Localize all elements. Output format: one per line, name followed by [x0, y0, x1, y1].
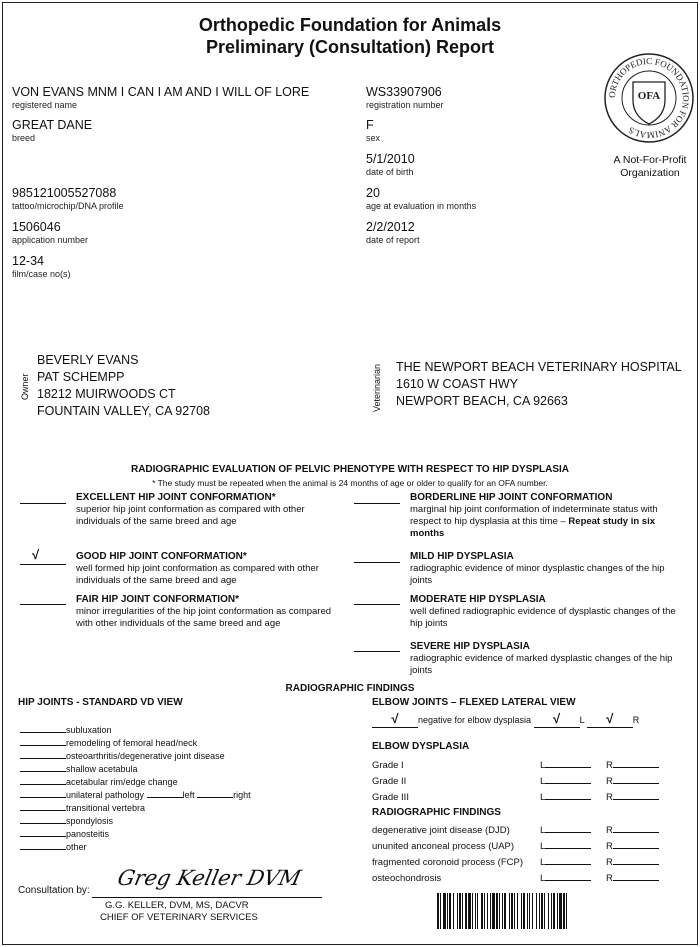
elbow-left-blank[interactable]	[534, 712, 580, 728]
borderline-desc	[410, 504, 680, 540]
elbow-negative-blank[interactable]	[372, 712, 418, 728]
hip-findings-list	[20, 724, 251, 854]
hip-item	[20, 841, 251, 854]
fair-title: FAIR HIP JOINT CONFORMATION*	[76, 594, 239, 605]
hip-item-label: acetabular rim/edge change	[66, 777, 178, 787]
hip-item-blank[interactable]	[20, 745, 66, 746]
film-value: 12-34	[12, 254, 44, 268]
owner-side-label: Owner	[20, 373, 30, 400]
mild-blank[interactable]	[354, 562, 400, 563]
good-check-mark: √	[32, 547, 40, 562]
hip-item-blank[interactable]	[20, 823, 66, 824]
finding-l-blank[interactable]	[545, 848, 591, 849]
findings-heading: RADIOGRAPHIC FINDINGS	[285, 683, 415, 694]
org-line2: Organization	[620, 167, 680, 179]
tattoo-label: tattoo/microchip/DNA profile	[12, 201, 124, 211]
age-label: age at evaluation in months	[366, 201, 477, 211]
grade-row	[372, 790, 672, 806]
finding-r-blank[interactable]	[613, 848, 659, 849]
elbow-findings-list	[372, 823, 672, 887]
evaluation-heading: RADIOGRAPHIC EVALUATION OF PELVIC PHENOTYPE WITH RESPECT TO HIP DYSPLASIA	[130, 464, 569, 475]
excellent-desc: superior hip joint conformation as compared with other individuals of the same breed and age	[76, 504, 305, 527]
fair-desc: minor irregularities of the hip joint conformation as compared with other individuals of the same breed and age	[76, 606, 332, 629]
severe-title: SEVERE HIP DYSPLASIA	[410, 641, 530, 652]
hip-item-label: subluxation	[66, 725, 112, 735]
hip-item	[20, 828, 251, 841]
borderline-blank[interactable]	[354, 503, 400, 504]
sex-value: F	[366, 118, 374, 132]
finding-r-blank[interactable]	[613, 832, 659, 833]
finding-l-blank[interactable]	[545, 864, 591, 865]
elbow-finding-label: degenerative joint disease (DJD)	[372, 825, 510, 836]
grade-r-label: R	[606, 760, 613, 771]
hip-item-label: unilateral pathology	[66, 790, 145, 800]
elbow-dysplasia-heading: ELBOW DYSPLASIA	[372, 741, 470, 752]
hip-item-blank[interactable]	[20, 771, 66, 772]
hip-heading: HIP JOINTS - STANDARD VD VIEW	[18, 697, 183, 708]
elbow-left-check-mark: √	[553, 711, 561, 726]
report-subtitle: Preliminary (Consultation) Report	[205, 37, 495, 57]
registered-name-value: VON EVANS MNM I CAN I AM AND I WILL OF LORE	[12, 85, 310, 99]
registered-name-label: registered name	[12, 100, 78, 110]
hip-item	[20, 802, 251, 815]
good-blank[interactable]	[20, 564, 66, 565]
age-value: 20	[366, 186, 380, 200]
elbow-negative-check-mark: √	[391, 711, 399, 726]
finding-l-label: L	[540, 873, 546, 884]
grade-l-label: L	[540, 792, 546, 803]
org-line1: A Not-For-Profit	[613, 154, 687, 166]
grade-l-label: L	[540, 760, 546, 771]
elbow-left-label: L	[579, 715, 585, 725]
hip-item-blank[interactable]	[20, 797, 66, 798]
grade-r-label: R	[606, 776, 613, 787]
consult-label: Consultation by:	[18, 885, 90, 896]
elbow-finding-row	[372, 823, 672, 839]
grade-row	[372, 758, 672, 774]
grade-label: Grade I	[372, 760, 404, 771]
finding-l-blank[interactable]	[545, 880, 591, 881]
hip-item-blank[interactable]	[20, 849, 66, 850]
hip-item-label: other	[66, 842, 87, 852]
borderline-repeat-note: Repeat study in six months	[410, 516, 656, 539]
grade-r-blank[interactable]	[613, 783, 659, 784]
severe-desc: radiographic evidence of marked dysplastic changes of the hip joints	[410, 653, 673, 676]
grade-l-label: L	[540, 776, 546, 787]
film-label: film/case no(s)	[12, 269, 71, 279]
registration-value: WS33907906	[366, 85, 442, 99]
finding-r-label: R	[606, 841, 613, 852]
finding-r-label: R	[606, 873, 613, 884]
borderline-desc-text: marginal hip joint conformation of indeterminate status with respect to hip dysplasia at this time –	[410, 504, 658, 527]
hip-item	[20, 789, 251, 802]
tattoo-value: 985121005527088	[12, 186, 117, 200]
moderate-blank[interactable]	[354, 604, 400, 605]
vet-address	[396, 359, 682, 410]
hip-item-blank[interactable]	[20, 732, 66, 733]
hip-item-label: spondylosis	[66, 816, 114, 826]
sex-label: sex	[366, 133, 381, 143]
owner-line3: 18212 MUIRWOODS CT	[37, 387, 176, 401]
grade-row	[372, 774, 672, 790]
vet-side-label: Veterinarian	[372, 363, 382, 412]
mild-title: MILD HIP DYSPLASIA	[410, 551, 514, 562]
ofa-seal-icon	[603, 52, 695, 144]
hip-item	[20, 815, 251, 828]
grade-l-blank[interactable]	[545, 799, 591, 800]
vet-line3: NEWPORT BEACH, CA 92663	[396, 394, 568, 408]
owner-address	[37, 352, 210, 420]
fair-blank[interactable]	[20, 604, 66, 605]
elbow-finding-row	[372, 839, 672, 855]
finding-l-label: L	[540, 825, 546, 836]
breed-label: breed	[12, 133, 36, 143]
grade-r-label: R	[606, 792, 613, 803]
good-desc: well formed hip joint conformation as compared with other individuals of the same breed and age	[76, 563, 319, 586]
unilateral-right-blank[interactable]	[197, 797, 233, 798]
grade-label: Grade II	[372, 776, 407, 787]
elbow-finding-row	[372, 871, 672, 887]
elbow-finding-label: ununited anconeal process (UAP)	[372, 841, 515, 852]
elbow-finding-label: osteochondrosis	[372, 873, 442, 884]
consultant-title: CHIEF OF VETERINARY SERVICES	[100, 912, 258, 923]
registration-label: registration number	[366, 100, 444, 110]
elbow-finding-row	[372, 855, 672, 871]
finding-r-blank[interactable]	[613, 864, 659, 865]
severe-blank[interactable]	[354, 651, 400, 652]
hip-item	[20, 763, 251, 776]
left-label: left	[182, 790, 195, 800]
borderline-title: BORDERLINE HIP JOINT CONFORMATION	[410, 492, 613, 503]
finding-r-blank[interactable]	[613, 880, 659, 881]
signature: Greg Keller DVM	[115, 866, 304, 890]
elbow-right-blank[interactable]	[587, 712, 633, 728]
hip-item	[20, 724, 251, 737]
hip-item-label: panosteitis	[66, 829, 110, 839]
application-label: application number	[12, 235, 89, 245]
owner-line2: PAT SCHEMPP	[37, 370, 125, 384]
moderate-desc: well defined radiographic evidence of dysplastic changes of the hip joints	[410, 606, 676, 629]
hip-item	[20, 737, 251, 750]
dob-label: date of birth	[366, 167, 414, 177]
moderate-title: MODERATE HIP DYSPLASIA	[410, 594, 546, 605]
finding-r-label: R	[606, 825, 613, 836]
elbow-negative-label: negative for elbow dysplasia	[418, 715, 532, 725]
org-note	[600, 154, 700, 180]
elbow-finding-label: fragmented coronoid process (FCP)	[372, 857, 524, 868]
breed-value: GREAT DANE	[12, 118, 93, 132]
dob-value: 5/1/2010	[366, 152, 415, 166]
seal-center-text: OFA	[637, 90, 661, 102]
hip-item-blank[interactable]	[20, 836, 66, 837]
owner-line4: FOUNTAIN VALLEY, CA 92708	[37, 404, 210, 418]
signature-line	[92, 897, 322, 898]
hip-item-label: remodeling of femoral head/neck	[66, 738, 198, 748]
vet-line2: 1610 W COAST HWY	[396, 377, 519, 391]
right-label: right	[233, 790, 251, 800]
report-date-value: 2/2/2012	[366, 220, 415, 234]
hip-item	[20, 750, 251, 763]
hip-item-blank[interactable]	[20, 810, 66, 811]
seal-ring-text: ORTHOPEDIC FOUNDATION FOR ANIMALS	[606, 55, 692, 141]
elbow-right-label: R	[632, 715, 640, 725]
evaluation-note: * The study must be repeated when the animal is 24 months of age or older to qualify for an OFA number.	[152, 478, 548, 488]
report-date-label: date of report	[366, 235, 420, 245]
elbow-findings-heading: RADIOGRAPHIC FINDINGS	[372, 807, 501, 818]
grade-l-blank[interactable]	[545, 767, 591, 768]
grade-r-blank[interactable]	[613, 799, 659, 800]
report-title: Orthopedic Foundation for Animals	[198, 15, 502, 35]
elbow-negative-row	[372, 712, 639, 728]
consultant-block	[100, 900, 258, 924]
consultant-name: G.G. KELLER, DVM, MS, DACVR	[105, 900, 249, 911]
hip-item-label: shallow acetabula	[66, 764, 138, 774]
grade-l-blank[interactable]	[545, 783, 591, 784]
grade-r-blank[interactable]	[613, 767, 659, 768]
hip-item-blank[interactable]	[20, 784, 66, 785]
vet-line1: THE NEWPORT BEACH VETERINARY HOSPITAL	[396, 360, 682, 374]
excellent-title: EXCELLENT HIP JOINT CONFORMATION*	[76, 492, 276, 503]
elbow-heading: ELBOW JOINTS – FLEXED LATERAL VIEW	[372, 697, 576, 708]
barcode-bar	[566, 893, 567, 929]
elbow-right-check-mark: √	[606, 711, 614, 726]
finding-l-label: L	[540, 857, 546, 868]
hip-item-blank[interactable]	[20, 758, 66, 759]
unilateral-left-blank[interactable]	[147, 797, 183, 798]
barcode	[437, 893, 682, 929]
owner-line1: BEVERLY EVANS	[37, 353, 139, 367]
mild-desc: radiographic evidence of minor dysplastic changes of the hip joints	[410, 563, 665, 586]
hip-item	[20, 776, 251, 789]
hip-item-label: osteoarthritis/degenerative joint disease	[66, 751, 225, 761]
finding-l-blank[interactable]	[545, 832, 591, 833]
finding-r-label: R	[606, 857, 613, 868]
excellent-blank[interactable]	[20, 503, 66, 504]
application-value: 1506046	[12, 220, 61, 234]
finding-l-label: L	[540, 841, 546, 852]
elbow-grades	[372, 758, 672, 806]
hip-item-label: transitional vertebra	[66, 803, 146, 813]
good-title: GOOD HIP JOINT CONFORMATION*	[76, 551, 247, 562]
grade-label: Grade III	[372, 792, 409, 803]
